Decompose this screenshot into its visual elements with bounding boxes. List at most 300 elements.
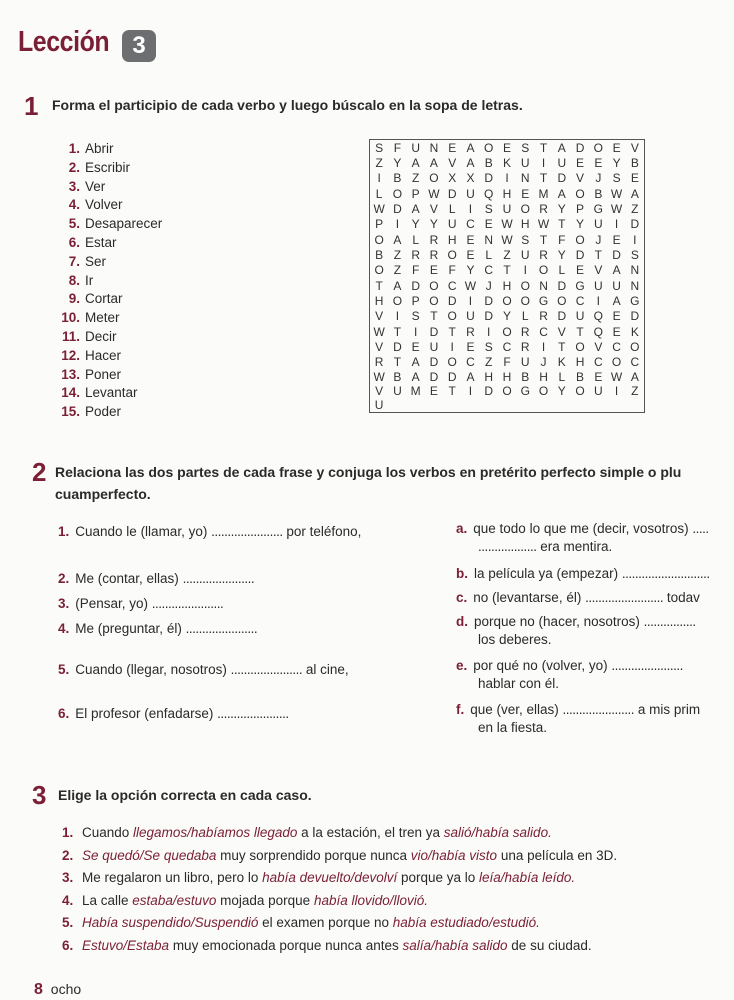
grid-letter: S (375, 140, 384, 155)
verb-number: 6. (68, 234, 80, 250)
grid-letter: A (466, 140, 475, 155)
grid-letter: U (502, 201, 512, 216)
grid-letter: N (484, 232, 494, 247)
exercise-3-instruction: Elige la opción correcta en cada caso. (58, 787, 312, 803)
grid-letter: O (502, 383, 512, 398)
match-left-item (58, 524, 361, 539)
match-left-item (58, 621, 257, 636)
grid-letter: T (393, 324, 402, 339)
grid-letter: O (538, 263, 549, 278)
grid-letter: S (411, 309, 420, 324)
verb-text: Ir (85, 272, 94, 288)
grid-letter: T (375, 278, 383, 293)
option-pair: Había suspendido/Suspendió (82, 915, 259, 931)
grid-letter: D (447, 293, 457, 308)
grid-letter: U (393, 383, 402, 398)
grid-letter: Y (502, 309, 511, 324)
grid-letter: Z (375, 155, 383, 170)
grid-letter: O (520, 293, 530, 308)
grid-letter: U (612, 278, 621, 293)
grid-letter: I (377, 171, 381, 186)
grid-letter: D (447, 186, 457, 201)
match-right-continuation: hablar con él. (478, 676, 560, 691)
grid-letter: D (484, 383, 494, 398)
grid-letter: I (523, 263, 527, 278)
verb-number: 12. (61, 347, 80, 363)
match-left-text: Me (preguntar, él) (75, 621, 186, 636)
verb-number: 2. (68, 159, 80, 175)
grid-letter: N (630, 263, 640, 278)
grid-letter: X (448, 171, 457, 186)
grid-letter: A (429, 155, 438, 170)
exercise-3-item (62, 867, 617, 890)
grid-letter: E (612, 140, 621, 155)
option-pair: vio/había visto (410, 847, 498, 863)
grid-letter: B (576, 369, 585, 384)
verb-number: 7. (68, 253, 80, 269)
grid-letter: E (594, 369, 603, 384)
grid-letter: Z (411, 171, 420, 186)
grid-letter: T (558, 217, 566, 232)
verb-item (58, 196, 162, 215)
grid-letter: N (520, 171, 530, 186)
verb-item (58, 347, 162, 366)
grid-letter: H (502, 278, 512, 293)
grid-letter: O (447, 355, 457, 370)
grid-letter: F (393, 140, 402, 155)
grid-letter: H (447, 232, 457, 247)
grid-letter: Y (576, 217, 585, 232)
grid-letter: A (411, 369, 420, 384)
grid-letter: U (520, 247, 530, 262)
option-pair: Estuvo/Estaba (82, 937, 170, 953)
grid-letter: U (593, 278, 603, 293)
exercise-3-number: 6. (62, 937, 74, 953)
grid-letter: J (485, 278, 492, 293)
grid-letter: V (375, 339, 384, 354)
grid-letter: C (575, 293, 585, 308)
match-left-number: 4. (58, 621, 70, 636)
exercise-1-instruction: Forma el participio de cada verbo y luego búscalo en la sopa de letras. (52, 97, 523, 113)
grid-letter: O (392, 293, 403, 308)
grid-letter: G (593, 201, 603, 216)
grid-letter: O (520, 278, 530, 293)
match-left-item (58, 662, 349, 677)
verb-item (58, 384, 162, 403)
match-left-item (58, 596, 223, 611)
grid-letter: Y (557, 383, 566, 398)
match-right-text: por qué no (volver, yo) (473, 658, 612, 673)
verb-number: 5. (68, 216, 80, 232)
grid-letter: O (593, 140, 603, 155)
grid-letter: O (374, 263, 384, 278)
grid-letter: O (538, 383, 549, 398)
grid-letter: D (411, 278, 420, 293)
grid-letter: E (466, 232, 475, 247)
grid-letter: O (502, 324, 512, 339)
grid-letter: O (575, 383, 585, 398)
match-right-line (456, 521, 709, 536)
grid-letter: T (539, 171, 548, 186)
grid-letter: R (429, 232, 439, 247)
answer-blank: ...................... (611, 658, 683, 673)
grid-letter: R (539, 309, 548, 324)
verb-text: Escribir (85, 159, 131, 175)
grid-letter: P (411, 293, 420, 308)
option-pair: llegamos/habíamos llegado (133, 825, 298, 840)
grid-letter: O (447, 309, 457, 324)
match-right-line2 (456, 539, 709, 554)
grid-letter: A (466, 369, 475, 384)
grid-letter: C (447, 278, 457, 293)
grid-letter: D (630, 309, 640, 324)
grid-letter: V (375, 383, 384, 398)
answer-blank: ...................... (151, 596, 224, 611)
match-left-text: Cuando (llegar, nosotros) (75, 662, 231, 677)
exercise-3-item (62, 845, 617, 868)
grid-letter: T (448, 324, 456, 339)
grid-letter: I (395, 309, 400, 324)
grid-letter: K (630, 324, 639, 339)
match-left-number: 3. (58, 596, 70, 611)
grid-letter: O (484, 140, 494, 155)
option-pair: leía/había leído. (479, 870, 576, 886)
verb-number: 10. (61, 310, 80, 326)
exercise-3-list (62, 822, 617, 958)
match-left-item (58, 706, 289, 721)
option-pair: salió/había salido. (443, 825, 552, 840)
grid-letter: U (593, 383, 603, 398)
verb-text: Hacer (85, 347, 122, 363)
grid-letter: H (374, 293, 384, 308)
grid-letter: D (557, 171, 567, 186)
answer-blank: ...................... (230, 662, 303, 677)
sentence-text: muy sorprendido porque nunca (216, 847, 411, 863)
verb-item (58, 328, 162, 347)
grid-letter: O (557, 293, 567, 308)
grid-letter: I (468, 383, 473, 398)
match-left-number: 2. (58, 571, 70, 586)
grid-letter: A (630, 369, 639, 384)
grid-letter: I (614, 383, 619, 398)
sentence-text: muy emocionada porque nunca antes (169, 937, 403, 953)
grid-letter: V (594, 263, 603, 278)
sentence-text: de su ciudad. (507, 937, 592, 953)
exercise-3-item (62, 935, 617, 958)
grid-letter: A (411, 355, 420, 370)
grid-letter: Q (484, 186, 494, 201)
grid-letter: C (539, 324, 548, 339)
verb-item (58, 159, 162, 178)
exercise-3-item (62, 890, 617, 913)
verb-item (58, 215, 162, 234)
grid-letter: H (539, 369, 548, 384)
grid-letter: Y (466, 263, 475, 278)
grid-letter: D (484, 171, 494, 186)
page-number: 8 (34, 981, 43, 998)
grid-letter: J (595, 171, 602, 186)
grid-letter: D (630, 217, 640, 232)
grid-letter: B (594, 186, 603, 201)
grid-letter: C (502, 339, 512, 354)
grid-letter: E (612, 309, 621, 324)
grid-letter: A (411, 155, 420, 170)
grid-letter: C (466, 355, 475, 370)
verb-number: 11. (61, 328, 80, 344)
verb-item (58, 178, 162, 197)
verb-text: Levantar (85, 385, 138, 401)
grid-letter: E (521, 186, 530, 201)
verb-number: 15. (61, 404, 80, 420)
match-right-tail: a mis prim (634, 702, 701, 717)
answer-blank: .................. (478, 539, 537, 554)
match-right-item (456, 521, 709, 554)
grid-letter: D (612, 247, 621, 262)
grid-letter: B (521, 369, 530, 384)
grid-letter: S (612, 171, 621, 186)
grid-letter: M (410, 383, 421, 398)
grid-letter: E (630, 171, 639, 186)
match-left-text: (Pensar, yo) (75, 596, 152, 611)
grid-letter: B (484, 155, 493, 170)
grid-letter: W (464, 278, 477, 293)
grid-letter: V (429, 201, 438, 216)
exercise-3-number: 1. (62, 825, 74, 840)
verb-text: Poner (85, 366, 122, 382)
grid-letter: L (521, 309, 529, 324)
grid-letter: W (537, 217, 550, 232)
grid-letter: L (558, 263, 566, 278)
grid-letter: I (505, 171, 509, 186)
grid-letter: I (413, 324, 418, 339)
grid-letter: B (393, 171, 402, 186)
match-left-number: 1. (58, 524, 70, 539)
verb-item (58, 290, 162, 309)
grid-letter: R (539, 247, 548, 262)
match-right-continuation: los deberes. (478, 632, 552, 647)
grid-letter: J (540, 355, 547, 370)
grid-letter: O (575, 186, 585, 201)
grid-letter: U (575, 309, 585, 324)
grid-letter: D (393, 339, 402, 354)
grid-letter: G (575, 278, 585, 293)
grid-letter: S (484, 339, 493, 354)
grid-letter: T (393, 355, 402, 370)
grid-letter: T (558, 339, 566, 354)
grid-letter: P (576, 201, 585, 216)
exercise-3-number: 2. (62, 847, 74, 863)
grid-letter: Y (411, 217, 420, 232)
grid-letter: R (374, 355, 384, 370)
option-pair: había devuelto/devolví (262, 870, 398, 886)
grid-letter: E (429, 263, 438, 278)
grid-letter: L (375, 186, 383, 201)
grid-letter: L (448, 201, 456, 216)
verb-number: 13. (61, 366, 80, 382)
grid-letter: U (557, 155, 567, 170)
verb-number: 9. (68, 291, 80, 307)
exercise-3-number: 3. (62, 870, 74, 886)
answer-blank: ...................... (217, 706, 289, 721)
grid-letter: S (484, 201, 493, 216)
grid-letter: G (630, 293, 640, 308)
grid-letter: Z (393, 247, 402, 262)
verb-list (58, 140, 162, 422)
verb-text: Ser (85, 253, 107, 269)
sentence-text: mojada porque (216, 892, 314, 908)
grid-letter: O (429, 278, 439, 293)
grid-letter: R (539, 201, 548, 216)
grid-letter: U (411, 140, 420, 155)
grid-letter: E (411, 339, 420, 354)
grid-letter: A (393, 232, 402, 247)
grid-letter: E (576, 263, 585, 278)
answer-blank: ...................... (182, 571, 255, 586)
grid-letter: I (541, 339, 546, 354)
grid-letter: W (373, 324, 385, 339)
match-right-item (456, 658, 683, 691)
match-left-text: El profesor (enfadarse) (75, 706, 218, 721)
grid-letter: K (502, 155, 511, 170)
grid-letter: L (558, 369, 566, 384)
verb-number: 8. (68, 272, 80, 288)
match-right-item (456, 590, 700, 605)
answer-blank: ........................... (621, 566, 710, 581)
answer-blank: ...................... (562, 702, 635, 717)
grid-letter: O (575, 339, 585, 354)
grid-letter: R (520, 339, 530, 354)
verb-item (58, 140, 162, 159)
grid-letter: A (612, 293, 621, 308)
sentence-text: a la estación, el tren ya (297, 825, 444, 840)
grid-letter: W (373, 369, 385, 384)
grid-letter: T (448, 383, 456, 398)
match-right-line2 (456, 632, 696, 647)
grid-letter: Z (393, 263, 402, 278)
verb-item (58, 403, 162, 422)
grid-letter: I (450, 339, 454, 354)
match-right-line (456, 658, 683, 673)
grid-letter: Z (631, 383, 639, 398)
grid-letter: B (375, 247, 384, 262)
grid-letter: I (596, 293, 600, 308)
grid-letter: L (485, 247, 493, 262)
match-right-line (456, 614, 696, 629)
grid-letter: G (520, 383, 530, 398)
verb-text: Ver (85, 178, 106, 194)
option-pair: estaba/estuvo (132, 892, 217, 908)
grid-letter: Y (557, 247, 566, 262)
verb-text: Volver (85, 197, 123, 213)
sentence-text: La calle (82, 892, 133, 908)
grid-letter: Y (612, 155, 621, 170)
grid-letter: V (375, 309, 384, 324)
match-right-letter: a. (456, 521, 468, 536)
page-number-word: ocho (50, 981, 82, 997)
grid-letter: V (448, 155, 457, 170)
exercise-3-item (62, 822, 617, 845)
grid-letter: V (576, 171, 585, 186)
grid-letter: C (630, 355, 640, 370)
match-right-letter: f. (456, 702, 465, 717)
match-left-tail: al cine, (302, 662, 349, 677)
grid-letter: Y (393, 155, 402, 170)
match-right-text: porque no (hacer, nosotros) (474, 614, 644, 629)
verb-text: Decir (85, 328, 117, 344)
grid-letter: H (502, 186, 512, 201)
grid-letter: N (630, 278, 640, 293)
grid-letter: V (594, 339, 603, 354)
exercise-2-number: 2 (32, 457, 47, 487)
grid-letter: W (428, 186, 440, 201)
grid-letter: A (630, 186, 639, 201)
verb-number: 1. (68, 141, 80, 156)
grid-letter: U (466, 186, 475, 201)
grid-letter: D (575, 247, 585, 262)
grid-letter: N (539, 278, 548, 293)
grid-letter: P (411, 186, 420, 201)
grid-letter: W (610, 369, 623, 384)
grid-letter: X (466, 171, 475, 186)
grid-letter: S (521, 140, 530, 155)
grid-letter: A (466, 155, 475, 170)
grid-letter: A (393, 278, 402, 293)
option-pair: salía/había salido (402, 937, 508, 953)
verb-number: 14. (61, 385, 80, 401)
verb-item (58, 366, 162, 385)
grid-letter: U (447, 217, 457, 232)
sentence-text: porque ya lo (397, 870, 480, 886)
grid-letter: D (429, 369, 439, 384)
answer-blank: ...................... (211, 524, 283, 539)
match-right-line (456, 702, 700, 717)
option-pair: había llovido/llovió. (313, 892, 429, 908)
answer-blank: ..... (692, 521, 709, 536)
grid-letter: F (558, 232, 566, 247)
grid-letter: E (576, 155, 585, 170)
grid-letter: A (411, 201, 420, 216)
grid-letter: P (375, 217, 384, 232)
grid-letter: Z (631, 201, 639, 216)
exercise-3-number: 5. (62, 915, 74, 931)
match-right-letter: c. (456, 590, 468, 605)
grid-letter: U (520, 355, 530, 370)
grid-letter: E (466, 247, 475, 262)
match-left-text: Me (contar, ellas) (75, 571, 183, 586)
grid-letter: M (538, 186, 549, 201)
grid-letter: Z (503, 247, 511, 262)
grid-letter: D (429, 324, 439, 339)
option-pair: Se quedó/Se quedaba (82, 847, 217, 863)
verb-text: Cortar (85, 291, 123, 307)
sentence-text: Me regalaron un libro, pero lo (82, 870, 263, 886)
grid-letter: C (484, 263, 494, 278)
grid-letter: S (630, 247, 639, 262)
grid-letter: W (373, 201, 385, 216)
grid-letter: B (630, 155, 639, 170)
grid-letter: L (412, 232, 419, 247)
grid-letter: G (538, 293, 549, 308)
grid-letter: H (520, 217, 530, 232)
grid-letter: O (429, 293, 439, 308)
exercise-2-instruction-line1: Relaciona las dos partes de cada frase y conjuga los verbos en pretérito perfecto simple o plu (55, 464, 682, 480)
grid-letter: O (429, 171, 439, 186)
grid-letter: I (468, 293, 473, 308)
match-left-item (58, 571, 254, 586)
verb-number: 4. (68, 197, 80, 213)
grid-letter: I (395, 217, 400, 232)
grid-letter: T (430, 309, 438, 324)
